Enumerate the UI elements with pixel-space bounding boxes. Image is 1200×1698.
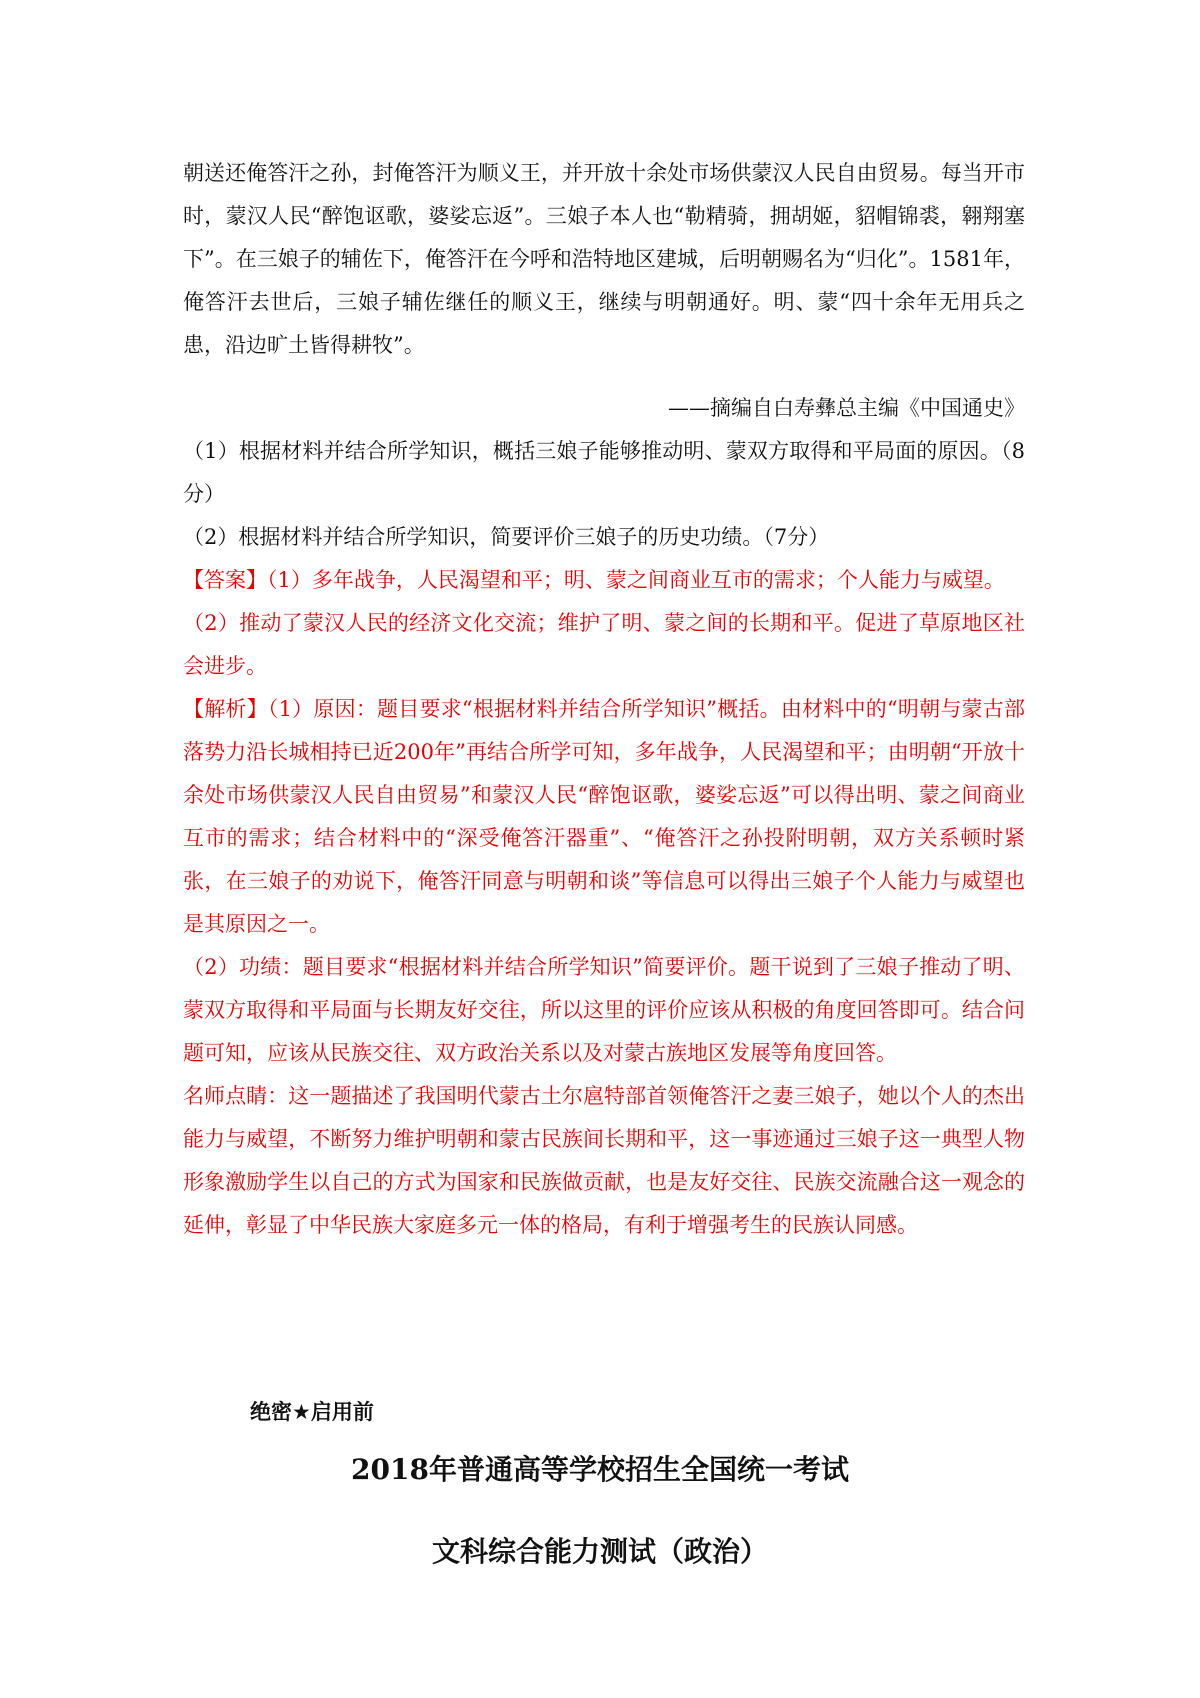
analysis-text-1: （1）原因：题目要求“根据材料并结合所学知识”概括。由材料中的“明朝与蒙古部落势力沿长城相持已近200年”再结合所学可知，多年战争，人民渴望和平；由明朝“开放十余处市场供蒙汉人民自由贸易”和蒙汉人民“醉饱讴歌，婆娑忘返”可以得出明、蒙之间商业互市的需求；结合材料中的“深受俺答汗器重”、“俺答汗之孙投附明朝，双方关系顿时紧张，在三娘子的劝说下，俺答汗同意与明朝和谈”等信息可以得出三娘子个人能力与威望也是其原因之一。 xyxy=(183,697,1025,936)
exam-subtitle: 文科综合能力测试（政治） xyxy=(431,1535,768,1568)
answer-part-1 xyxy=(183,559,1025,602)
exam-title: 2018年普通高等学校招生全国统一考试 xyxy=(351,1453,849,1486)
secret-label: 绝密★启用前 xyxy=(250,1400,374,1424)
page-content xyxy=(183,152,1025,1247)
analysis-part-2: （2）功绩：题目要求“根据材料并结合所学知识”简要评价。题干说到了三娘子推动了明、蒙双方取得和平局面与长期友好交往，所以这里的评价应该从积极的角度回答即可。结合问题可知，应该从民族交往、双方政治关系以及对蒙古族地区发展等角度回答。 xyxy=(183,955,1025,1065)
question-1: （1）根据材料并结合所学知识，概括三娘子能够推动明、蒙双方取得和平局面的原因。（8分） xyxy=(183,439,1025,506)
answer-tag: 【答案】 xyxy=(183,568,267,592)
question-2: （2）根据材料并结合所学知识，简要评价三娘子的历史功绩。（7分） xyxy=(183,525,830,549)
material-paragraph: 朝送还俺答汗之孙，封俺答汗为顺义王，并开放十余处市场供蒙汉人民自由贸易。每当开市时，蒙汉人民“醉饱讴歌，婆娑忘返”。三娘子本人也“勒精骑，拥胡姬，貂帽锦裘，翱翔塞下”。在三娘子的辅佐下，俺答汗在今呼和浩特地区建城，后明朝赐名为“归化”。1581年，俺答汗去世后，三娘子辅佐继任的顺义王，继续与明朝通好。明、蒙“四十余年无用兵之患，沿边旷土皆得耕牧”。 xyxy=(183,161,1025,357)
answer-text-1: （1）多年战争，人民渴望和平；明、蒙之间商业互市的需求；个人能力与威望。 xyxy=(267,568,1005,592)
analysis-tag: 【解析】 xyxy=(183,697,268,721)
material-source: ——摘编自白寿彝总主编《中国通史》 xyxy=(668,396,1025,420)
answer-part-2: （2）推动了蒙汉人民的经济文化交流；维护了明、蒙之间的长期和平。促进了草原地区社会进步。 xyxy=(183,611,1025,678)
teacher-note: 名师点睛：这一题描述了我国明代蒙古土尔扈特部首领俺答汗之妻三娘子，她以个人的杰出能力与威望，不断努力维护明朝和蒙古民族间长期和平，这一事迹通过三娘子这一典型人物形象激励学生以自己的方式为国家和民族做贡献，也是友好交往、民族交流融合这一观念的延伸，彰显了中华民族大家庭多元一体的格局，有利于增强考生的民族认同感。 xyxy=(183,1084,1025,1237)
analysis-part-1 xyxy=(183,688,1025,946)
